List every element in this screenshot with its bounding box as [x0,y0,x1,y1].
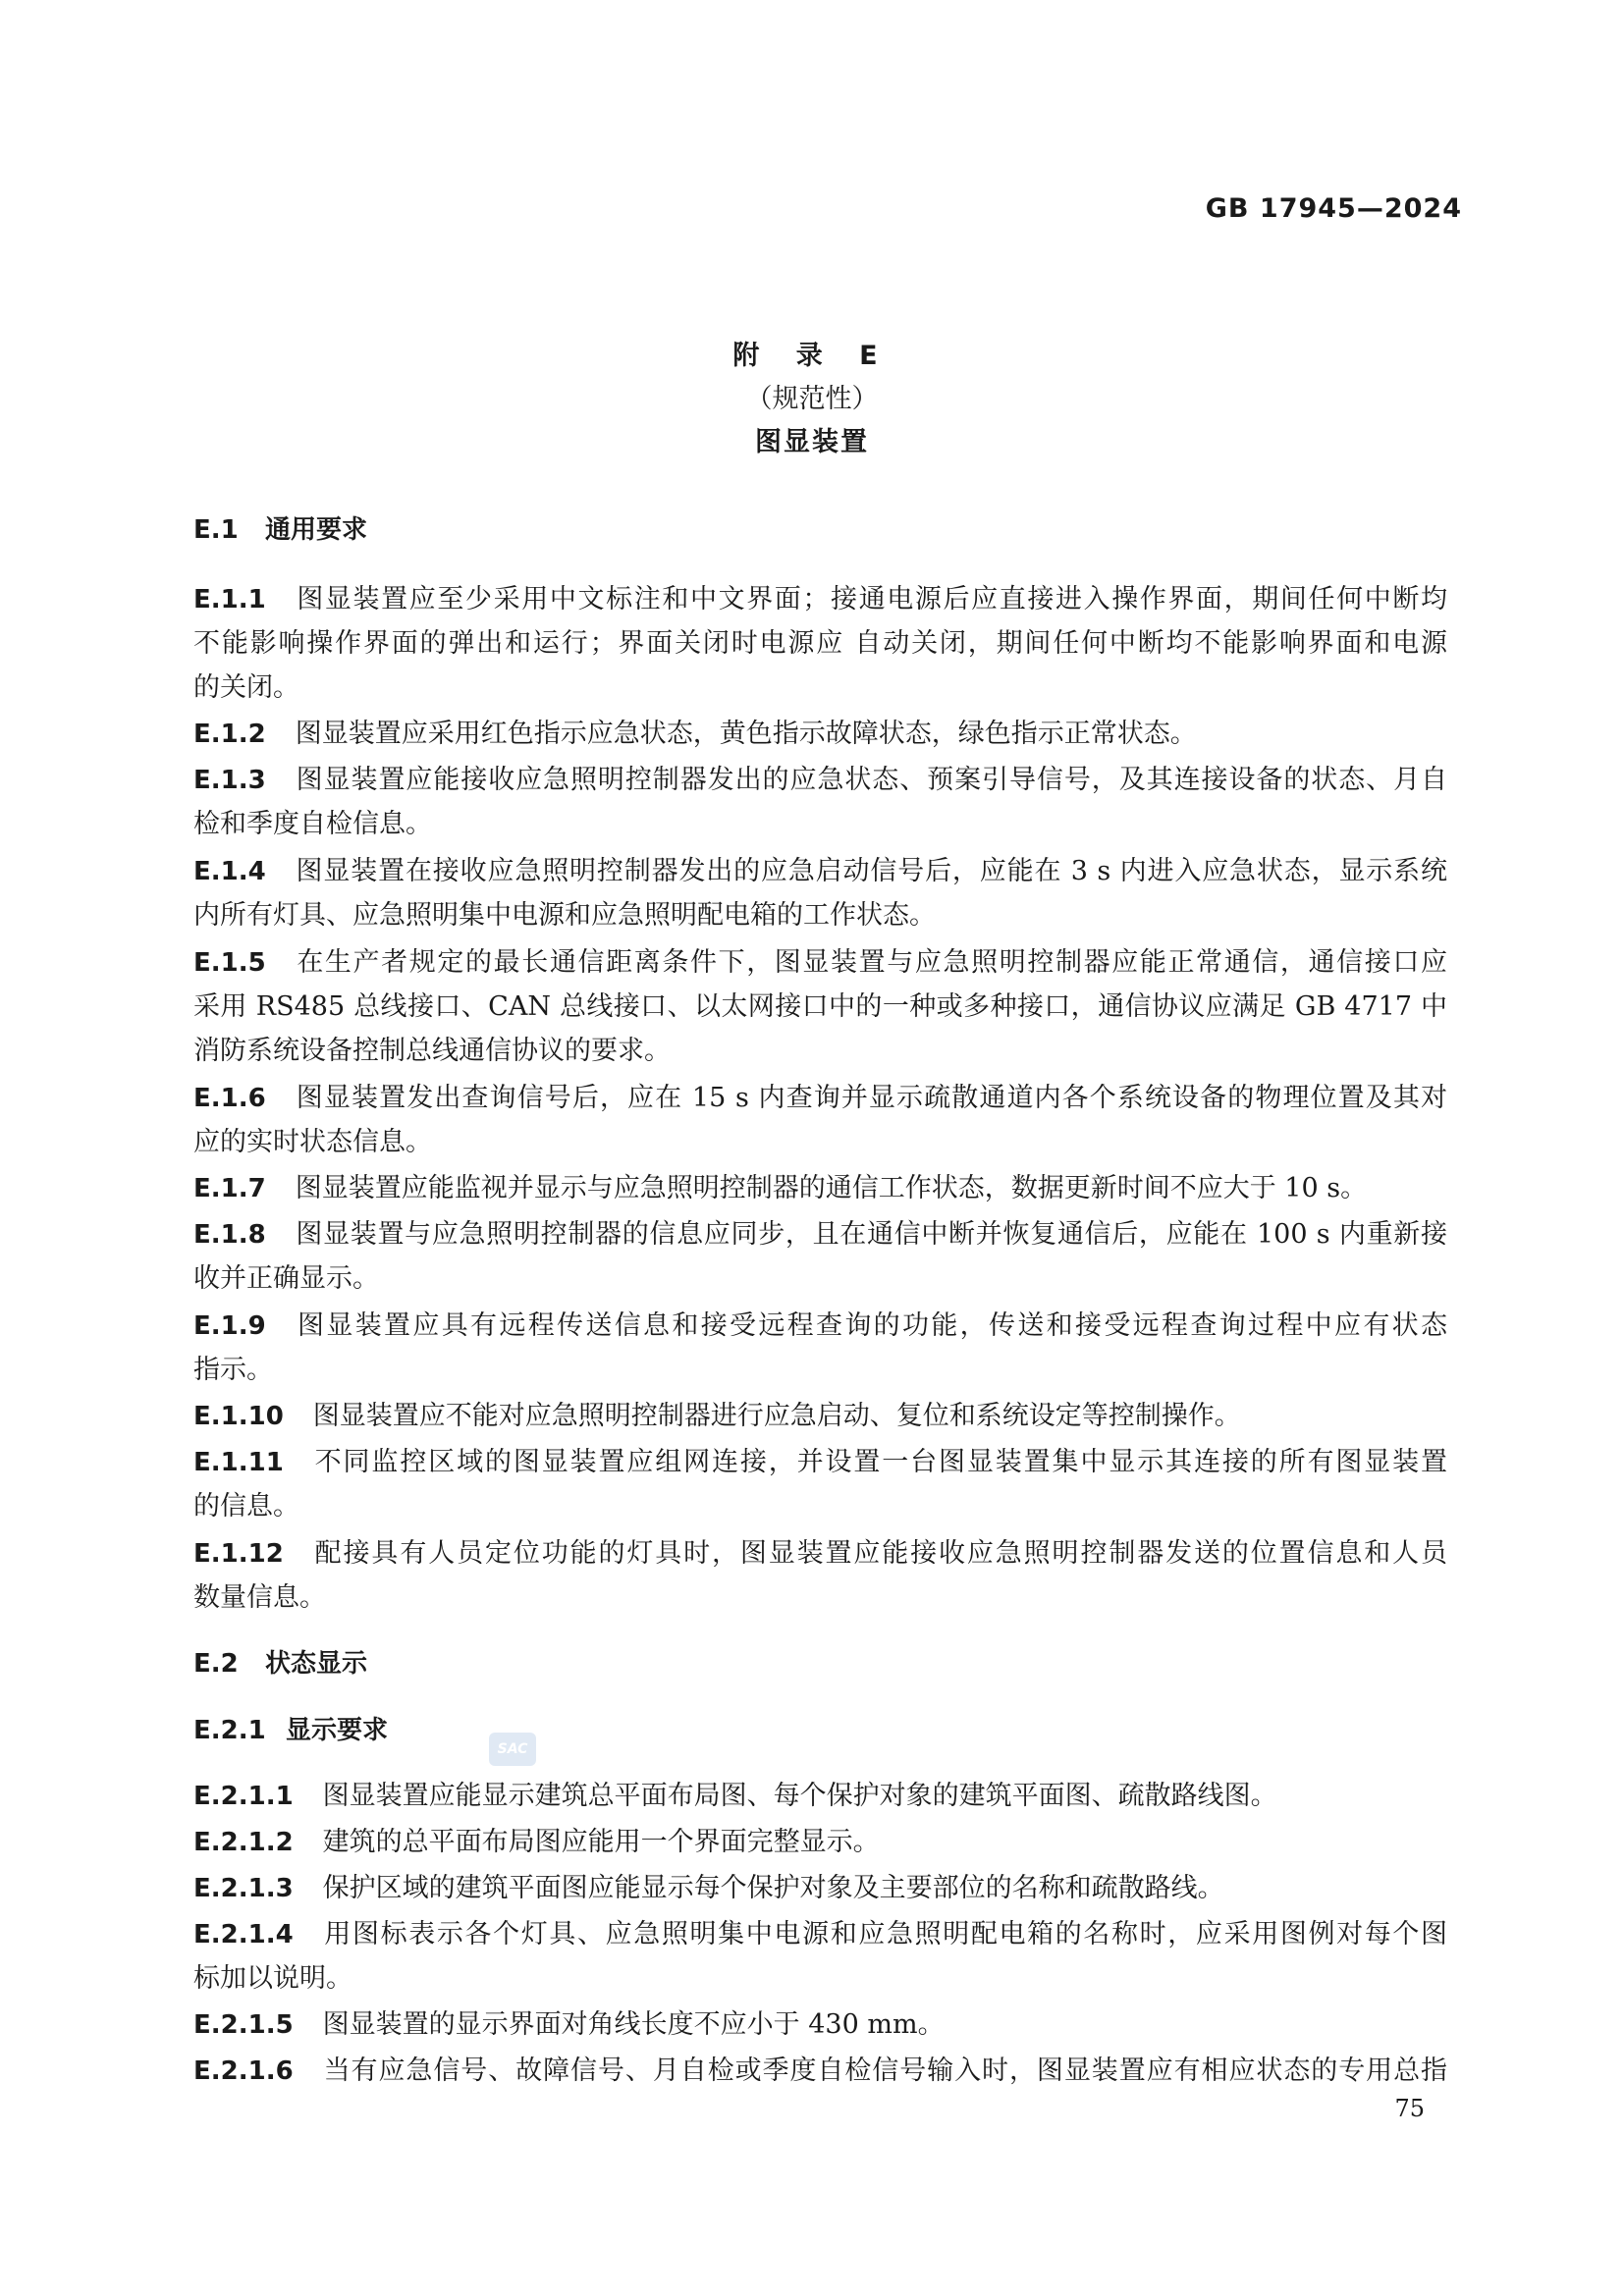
section-heading-e2: E.2 状态显示 [193,1649,368,1679]
clause-number: E.2.1.3 [193,1874,294,1903]
clause-e1-1-line: E.1.1 图显装置应至少采用中文标注和中文界面；接通电源后应直接进入操作界面，期间任何中断均 [193,584,1447,614]
clause-number: E.1.5 [193,948,266,978]
appendix-title: 附 录 E [732,341,892,371]
clause-number: E.1.6 [193,1084,266,1113]
clause-number: E.1.9 [193,1311,266,1341]
clause-number: E.1.3 [193,766,266,795]
clause-e1-3-line: 检和季度自检信息。 [193,809,432,839]
appendix-type: （规范性） [745,384,879,414]
clause-number: E.2.1.4 [193,1920,294,1949]
clause-e1-10-line: E.1.10 图显装置应不能对应急照明控制器进行应急启动、复位和系统设定等控制操作。 [193,1401,1241,1431]
page-number: 75 [1394,2095,1425,2122]
clause-e1-5-line: E.1.5 在生产者规定的最长通信距离条件下，图显装置与应急照明控制器应能正常通信，通信接口应 [193,947,1447,978]
clause-number: E.1.8 [193,1220,266,1250]
clause-number: E.1.11 [193,1448,284,1477]
clause-e1-4-line: 内所有灯具、应急照明集中电源和应急照明配电箱的工作状态。 [193,900,936,931]
clause-e2-1-6-line: E.2.1.6 当有应急信号、故障信号、月自检或季度自检信号输入时，图显装置应有相应状态的专用总指 [193,2056,1447,2086]
clause-e1-9-line: E.1.9 图显装置应具有远程传送信息和接受远程查询的功能，传送和接受远程查询过程中应有状态 [193,1310,1447,1341]
clause-e2-1-2-line: E.2.1.2 建筑的总平面布局图应能用一个界面完整显示。 [193,1827,880,1857]
clause-e2-1-4-line: E.2.1.4 用图标表示各个灯具、应急照明集中电源和应急照明配电箱的名称时，应采用图例对每个图 [193,1919,1447,1949]
clause-e1-11-line: E.1.11 不同监控区域的图显装置应组网连接，并设置一台图显装置集中显示其连接的所有图显装置 [193,1447,1447,1477]
clause-e1-4-line: E.1.4 图显装置在接收应急照明控制器发出的应急启动信号后，应能在 3 s 内进入应急状态，显示系统 [193,856,1447,886]
clause-number: E.2.1.2 [193,1828,294,1857]
clause-e1-1-line: 的关闭。 [193,672,299,703]
clause-e1-9-line: 指示。 [193,1355,273,1385]
clause-number: E.1.12 [193,1539,284,1569]
clause-e1-12-line: E.1.12 配接具有人员定位功能的灯具时，图显装置应能接收应急照明控制器发送的位置信息和人员 [193,1538,1447,1569]
clause-e1-6-line: E.1.6 图显装置发出查询信号后，应在 15 s 内查询并显示疏散通道内各个系统设备的物理位置及其对 [193,1083,1447,1113]
clause-e2-1-3-line: E.2.1.3 保护区域的建筑平面图应能显示每个保护对象及主要部位的名称和疏散路线。 [193,1873,1224,1903]
clause-e1-6-line: 应的实时状态信息。 [193,1127,432,1157]
clause-number: E.1.1 [193,585,266,614]
clause-number: E.1.7 [193,1174,266,1203]
sac-watermark-logo: SAC [489,1733,536,1766]
clause-e2-1-1-line: E.2.1.1 图显装置应能显示建筑总平面布局图、每个保护对象的建筑平面图、疏散路线图。 [193,1781,1277,1811]
clause-e1-12-line: 数量信息。 [193,1582,326,1613]
section-heading-e1: E.1 通用要求 [193,515,368,545]
section-heading-e2-1: E.2.1 显示要求 [193,1716,389,1745]
clause-number: E.1.2 [193,720,266,749]
clause-number: E.2.1.1 [193,1782,294,1811]
clause-number: E.1.10 [193,1402,284,1431]
clause-e2-1-4-line: 标加以说明。 [193,1963,352,1994]
clause-number: E.2.1.5 [193,2010,294,2040]
clause-e1-2-line: E.1.2 图显装置应采用红色指示应急状态，黄色指示故障状态，绿色指示正常状态。 [193,719,1197,749]
standard-code: GB 17945—2024 [1205,193,1462,224]
clause-e2-1-5-line: E.2.1.5 图显装置的显示界面对角线长度不应小于 430 mm。 [193,2009,945,2040]
clause-e1-1-line: 不能影响操作界面的弹出和运行；界面关闭时电源应 自动关闭，期间任何中断均不能影响界面和电源 [193,628,1447,659]
clause-e1-5-line: 消防系统设备控制总线通信协议的要求。 [193,1036,671,1066]
clause-e1-5-line: 采用 RS485 总线接口、CAN 总线接口、以太网接口中的一种或多种接口，通信协议应满足 GB 4717 中 [193,991,1447,1022]
clause-e1-3-line: E.1.3 图显装置应能接收应急照明控制器发出的应急状态、预案引导信号，及其连接设备的状态、月自 [193,765,1447,795]
clause-e1-7-line: E.1.7 图显装置应能监视并显示与应急照明控制器的通信工作状态，数据更新时间不应大于 10 s。 [193,1173,1368,1203]
clause-e1-8-line: E.1.8 图显装置与应急照明控制器的信息应同步，且在通信中断并恢复通信后，应能在 100 s 内重新接 [193,1219,1447,1250]
appendix-name: 图显装置 [755,427,869,457]
clause-number: E.2.1.6 [193,2056,294,2086]
clause-number: E.1.4 [193,857,266,886]
clause-e1-11-line: 的信息。 [193,1491,299,1522]
clause-e1-8-line: 收并正确显示。 [193,1263,379,1294]
